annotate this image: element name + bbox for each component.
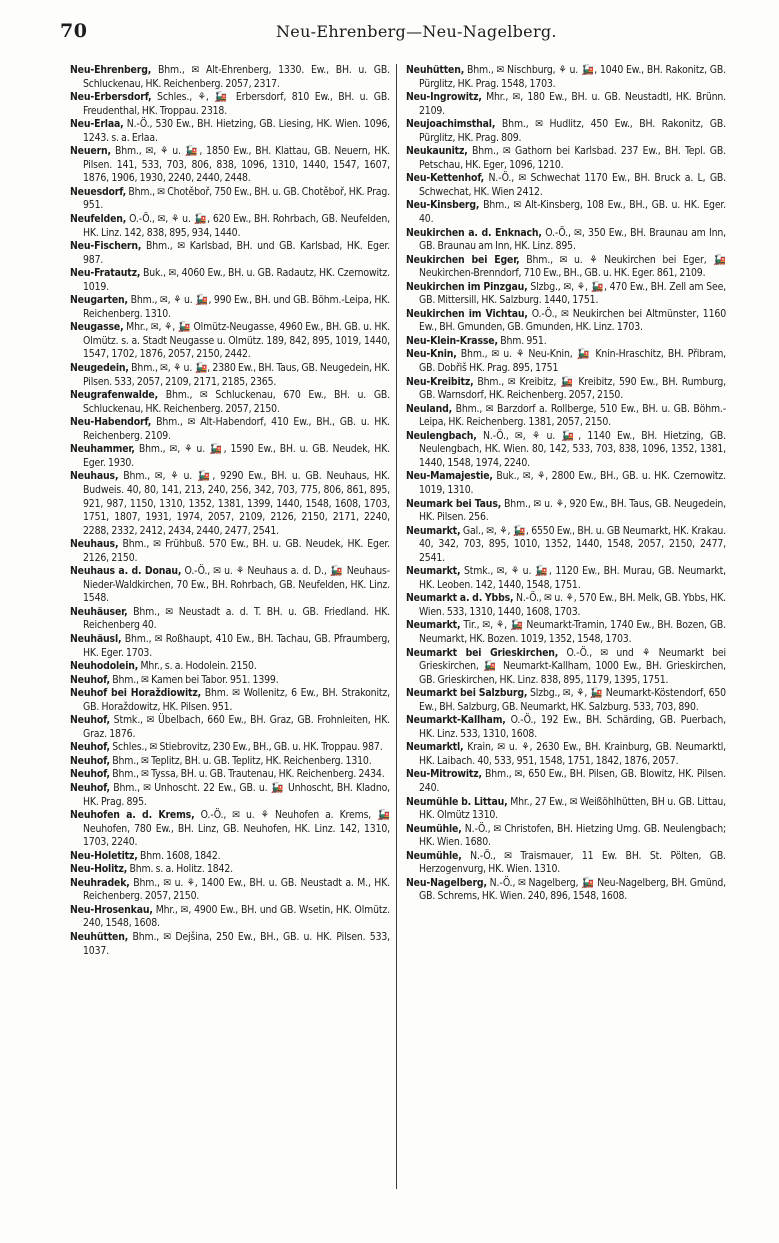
gazetteer-entry [70,294,390,321]
entry-headword: Neuhütten, [406,64,465,76]
entry-headword: Neuesdorf, [70,185,127,198]
entry-headword: Neumühle, [406,822,462,835]
gazetteer-entry [406,823,726,850]
gazetteer-entry [70,240,390,267]
entry-headword: Neuhodolein, [70,660,139,673]
entry-text: Bhm., ✉ Kreibitz, 🚂 Kreibitz, 590 Ew., BH. Rumburg, GB. Warnsdorf, HK. Reichenberg. 2057, 2150. [419,375,726,402]
entry-text: N.-Ö., ✉ u. ⚘, 570 Ew., BH. Melk, GB. Ybbs, HK. Wien. 533, 1310, 1440, 1608, 1703. [419,592,726,618]
gazetteer-entry [70,850,390,864]
gazetteer-entry [406,498,726,525]
gazetteer-entry [406,741,726,768]
entry-headword: Neugedein, [70,362,129,375]
entry-text: Mhr., ✉, 4900 Ew., BH. und GB. Wsetin, HK. Olmütz. 240, 1548, 1608. [83,903,390,930]
entry-text: Bhm., ✉ Chotěboř, 750 Ew., BH. u. GB. Chotěboř, HK. Prag. 951. [83,185,390,212]
entry-text: Bhm., ✉, ⚘ u. 🚂, 2380 Ew., BH. Taus, GB. Neugedein, HK. Pilsen. 533, 2057, 2109, 2171, 2185, 2365. [83,362,390,388]
entry-text: Bhm. ✉ Wollenitz, 6 Ew., BH. Strakonitz, GB. Horaždowitz, HK. Pilsen. 951. [83,687,390,713]
left-column [70,64,390,958]
entry-headword: Neugrafenwalde, [70,389,158,402]
gazetteer-entry [70,416,390,443]
entry-text: Tir., ✉, ⚘, 🚂 Neumarkt-Tramin, 1740 Ew., BH. Bozen, GB. Neumarkt, HK. Bozen. 1019, 1352, 1548, 1703. [419,619,726,645]
entry-headword: Neuhäusl, [70,632,122,645]
entry-text: N.-Ö., ✉ Schwechat 1170 Ew., BH. Bruck a. L, GB. Schwechat, HK. Wien 2412. [419,172,726,198]
gazetteer-entry [70,538,390,565]
entry-headword: Neumühle b. Littau, [406,795,508,808]
gazetteer-entry [70,863,390,877]
entry-headword: Neu-Ingrowitz, [406,91,482,104]
entry-text: Slzbg., ✉, ⚘, 🚂, 470 Ew., BH. Zell am See, GB. Mittersill, HK. Salzburg. 1440, 1751. [419,280,726,307]
entry-text: Bhm., ✉ Alt-Ehrenberg, 1330. Ew., BH. u. GB. Schluckenau, HK. Reichenberg. 2057, 2317. [83,64,390,90]
entry-text: O.-Ö., ✉ Neukirchen bei Altmünster, 1160 Ew., BH. Gmunden, GB. Gmunden, HK. Linz. 1703. [419,307,726,334]
running-head: Neu-Ehrenberg—Neu-Nagelberg. [276,22,557,41]
entry-text: Bhm., ✉ Alt-Habendorf, 410 Ew., BH., GB. u. HK. Reichenberg. 2109. [83,416,390,442]
entry-headword: Neumarkt bei Salzburg, [406,687,528,700]
gazetteer-entry [406,118,726,145]
entry-headword: Neujoachimsthal, [406,118,496,131]
gazetteer-entry [70,321,390,362]
entry-headword: Neuhof bei Horaždiowitz, [70,687,202,700]
entry-headword: Neumarkt, [406,565,461,578]
entry-text: Bhm., ✉ Unhoscht. 22 Ew., GB. u. 🚂 Unhoscht, BH. Kladno, HK. Prag. 895. [83,781,390,808]
gazetteer-entry [406,768,726,795]
entry-text: Mhr., 27 Ew., ✉ Weißöhlhütten, BH u. GB. Littau, HK. Olmütz 1310. [419,795,726,822]
entry-headword: Neumarkt a. d. Ybbs, [406,592,514,605]
gazetteer-entry [406,714,726,741]
entry-headword: Neuhammer, [70,443,135,456]
entry-text: O.-Ö., ✉ und ⚘ Neumarkt bei Grieskirchen, 🚂 Neumarkt-Kallham, 1000 Ew., BH. Grieskirchen, GB. Grieskirchen, HK. Linz. 838, 895, 1179, 1395, 1751. [419,646,726,686]
entry-headword: Neu-Kinsberg, [406,199,480,212]
entry-headword: Neu-Ehrenberg, [70,64,152,76]
entry-headword: Neugarten, [70,294,128,307]
entry-headword: Neuhof, [70,673,110,686]
entry-headword: Neu-Fischern, [70,240,142,253]
gazetteer-entry [406,647,726,688]
gazetteer-entry [406,796,726,823]
gazetteer-entry [70,809,390,850]
entry-headword: Neu-Kreibitz, [406,375,474,388]
entry-headword: Neugasse, [70,321,124,334]
entry-headword: Neumarktl, [406,741,464,754]
entry-text: Buk., ✉, 4060 Ew., BH. u. GB. Radautz, HK. Czernowitz. 1019. [83,267,390,293]
gazetteer-entry [406,592,726,619]
entry-headword: Neu-Erlaa, [70,118,124,131]
entry-headword: Neumühle, [406,849,462,862]
entry-text: N.-Ö., ✉ Traismauer, 11 Ew. BH. St. Pölten, GB. Herzogenvurg, HK. Wien. 1310. [419,849,726,876]
gazetteer-entry [70,186,390,213]
entry-headword: Neu-Hrosenkau, [70,903,153,916]
gazetteer-entry [406,335,726,349]
entry-headword: Neuhäuser, [70,605,128,618]
entry-headword: Neufelden, [70,213,127,226]
gazetteer-entry [406,470,726,497]
entry-text: Bhm., ✉ Teplitz, BH. u. GB. Teplitz, HK. Reichenberg. 1310. [112,754,372,767]
entry-headword: Neuhütten, [70,931,129,943]
entry-text: Bhm., ✉ Tyssa, BH. u. GB. Trautenau, HK. Reichenberg. 2434. [112,768,385,781]
entry-text: Bhm., ✉ u. ⚘, 920 Ew., BH. Taus, GB. Neugedein, HK. Pilsen. 256. [419,497,726,524]
gazetteer-entry [70,674,390,688]
entry-headword: Neumark bei Taus, [406,497,502,510]
gazetteer-entry [70,470,390,538]
gazetteer-entry [70,877,390,904]
gazetteer-entry [406,91,726,118]
gazetteer-entry [406,145,726,172]
entry-headword: Neukaunitz, [406,145,468,158]
entry-headword: Neukirchen a. d. Enknach, [406,226,542,239]
entry-headword: Neu-Erbersdorf, [70,91,152,104]
gazetteer-entry [70,904,390,931]
gazetteer-entry [406,619,726,646]
gazetteer-entry [406,172,726,199]
entry-headword: Neumarkt bei Grieskirchen, [406,646,559,659]
entry-text: Bhm. 951. [500,334,547,347]
entry-headword: Neuhof, [70,741,110,754]
entry-text: Bhm. 1608, 1842. [140,849,221,862]
entry-headword: Neuhofen a. d. Krems, [70,809,195,822]
entry-text: O.-Ö., ✉, ⚘ u. 🚂, 620 Ew., BH. Rohrbach, GB. Neufelden, HK. Linz. 142, 838, 895, 934, 1440. [83,213,390,239]
entry-headword: Neu-Nagelberg, [406,876,487,889]
gazetteer-entry [70,714,390,741]
gazetteer-entry [70,782,390,809]
entry-text: Mhr., s. a. Hodolein. 2150. [140,660,257,673]
entry-text: Bhm., ✉ Schluckenau, 670 Ew., BH. u. GB. Schluckenau, HK. Reichenberg. 2057, 2150. [83,389,390,415]
gazetteer-entry [70,267,390,294]
entry-headword: Neuhof, [70,768,110,781]
gazetteer-entry [406,850,726,877]
entry-text: Bhm., ✉, ⚘ u. 🚂, 1850 Ew., BH. Klattau, GB. Neuern, HK. Pilsen. 141, 533, 703, 806, 838, 1096, 1310, 1440, 1547, 1607, 1876, 1906, 1930, 2240, 2440, 2448. [83,145,390,185]
column-divider [396,64,397,1189]
entry-text: Slzbg., ✉, ⚘, 🚂 Neumarkt-Köstendorf, 650 Ew., BH. Salzburg, GB. Neumarkt, HK. Salzburg. 533, 703, 890. [419,687,726,713]
entry-text: Bhm., ✉ Dejšina, 250 Ew., BH., GB. u. HK. Pilsen. 533, 1037. [83,931,390,957]
entry-headword: Neu-Holetitz, [70,849,138,862]
gazetteer-entry [406,308,726,335]
entry-text: Bhm. s. a. Holitz. 1842. [129,863,233,876]
gazetteer-entry [406,254,726,281]
entry-text: Bhm., ✉ u. ⚘, 1400 Ew., BH. u. GB. Neustadt a. M., HK. Reichenberg. 2057, 2150. [83,876,390,903]
entry-headword: Neuland, [406,402,453,415]
gazetteer-entry [406,877,726,904]
entry-headword: Neuhof, [70,714,110,727]
gazetteer-entry [70,118,390,145]
gazetteer-entry [70,768,390,782]
gazetteer-entry [70,443,390,470]
gazetteer-entry [406,227,726,254]
gazetteer-entry [70,389,390,416]
entry-headword: Neumarkt-Kallham, [406,714,506,727]
entry-headword: Neukirchen bei Eger, [406,253,520,266]
gazetteer-entry [70,64,390,91]
gazetteer-entry [406,199,726,226]
entry-text: Stmk., ✉, ⚘ u. 🚂, 1120 Ew., BH. Murau, GB. Neumarkt, HK. Leoben. 142, 1440, 1548, 1751. [419,565,726,591]
entry-headword: Neu-Holitz, [70,863,128,876]
gazetteer-entry [406,376,726,403]
gazetteer-entry [406,281,726,308]
gazetteer-entry [70,755,390,769]
entry-text: Bhm., ✉ Alt-Kinsberg, 108 Ew., BH., GB. u. HK. Eger. 40. [419,199,726,226]
entry-headword: Neukirchen im Pinzgau, [406,280,528,293]
entry-headword: Neuhaus, [70,470,119,483]
entry-headword: Neumarkt, [406,524,461,537]
entry-text: Bhm., ✉ Neustadt a. d. T. BH. u. GB. Friedland. HK. Reichenberg 40. [83,605,390,632]
entry-text: N.-Ö., ✉, ⚘ u. 🚂, 1140 Ew., BH. Hietzing, GB. Neulengbach, HK. Wien. 80, 142, 533, 703, 838, 1096, 1352, 1381, 1440, 1548, 1974, 2240. [419,429,726,469]
entry-text: Bhm., ✉, ⚘ u. 🚂, 9290 Ew., BH. u. GB. Neuhaus, HK. Budweis. 40, 80, 141, 213, 240, 256, 342, 703, 775, 806, 861, 895, 921, 987, 1150, 1310, 1352, 1381, 1399, 1440, 1548, 1608, 1703, 1751, 1807, 1931, 1974, 2057, 2109, 2126, 2150, 2171, 2240, 2288, 2332, 2412, 2434, 2440, 2477, 2541. [83,470,390,537]
entry-headword: Neu-Klein-Krasse, [406,334,498,347]
entry-headword: Neu-Kettenhof, [406,172,485,185]
entry-headword: Neu-Mamajestie, [406,470,493,483]
gazetteer-entry [70,362,390,389]
entry-text: Stmk., ✉ Übelbach, 660 Ew., BH. Graz, GB. Frohnleiten, HK. Graz. 1876. [83,714,390,740]
gazetteer-entry [406,525,726,566]
entry-headword: Neuhof, [70,781,110,794]
gazetteer-entry [406,430,726,471]
entry-headword: Neu-Knin, [406,348,457,361]
entry-headword: Neuhof, [70,754,110,767]
gazetteer-entry [70,633,390,660]
entry-text: N.-Ö., ✉ Christofen, BH. Hietzing Umg. GB. Neulengbach; HK. Wien. 1680. [419,822,726,849]
gazetteer-entry [70,931,390,958]
gazetteer-entry [70,660,390,674]
entry-text: N.-Ö., 530 Ew., BH. Hietzing, GB. Liesing, HK. Wien. 1096, 1243. s. a. Erlaa. [83,118,390,144]
entry-headword: Neu-Habendorf, [70,416,152,429]
entry-text: Bhm., ✉ Hudlitz, 450 Ew., BH. Rakonitz, GB. Pürglitz, HK. Prag. 809. [419,118,726,144]
entry-text: O.-Ö., ✉, 350 Ew., BH. Braunau am Inn, GB. Braunau am Inn, HK. Linz. 895. [419,226,726,253]
entry-text: O.-Ö., 192 Ew., BH. Schärding, GB. Puerbach, HK. Linz. 533, 1310, 1608. [419,714,726,740]
entry-text: Bhm., ✉, ⚘ u. 🚂, 990 Ew., BH. und GB. Böhm.-Leipa, HK. Reichenberg. 1310. [83,294,390,320]
entry-headword: Neuern, [70,145,111,158]
gazetteer-entry [406,687,726,714]
entry-text: Bhm., ✉ Nischburg, ⚘ u. 🚂, 1040 Ew., BH. Rakonitz, GB. Pürglitz, HK. Prag. 1548, 1703. [419,64,726,90]
entry-text: O.-Ö., ✉ u. ⚘ Neuhofen a. Krems, 🚂 Neuhofen, 780 Ew., BH. Linz, GB. Neuhofen, HK. Linz. 142, 1310, 1703, 2240. [83,809,390,849]
page-header [56,18,736,48]
entry-text: Bhm., ✉, 650 Ew., BH. Pilsen, GB. Blowitz, HK. Pilsen. 240. [419,768,726,794]
entry-text: Buk., ✉, ⚘, 2800 Ew., BH., GB. u. HK. Czernowitz. 1019, 1310. [419,470,726,496]
entry-columns [70,64,730,1224]
gazetteer-entry [70,741,390,755]
right-column [406,64,726,904]
gazetteer-entry [70,145,390,186]
entry-text: Bhm., ✉, ⚘ u. 🚂, 1590 Ew., BH. u. GB. Neudek, HK. Eger. 1930. [83,443,390,469]
entry-text: Bhm., ✉ Gathorn bei Karlsbad. 237 Ew., BH. Tepl. GB. Petschau, HK. Eger, 1096, 1210. [419,145,726,171]
entry-headword: Neuhaus, [70,538,119,551]
entry-text: Mhr., ✉, ⚘, 🚂 Olmütz-Neugasse, 4960 Ew., BH. GB. u. HK. Olmütz. s. a. Stadt Neugasse u. Olmütz. 189, 842, 895, 1019, 1440, 1547, 1702, 1876, 2057, 2150, 2442. [83,321,390,361]
entry-text: O.-Ö., ✉ u. ⚘ Neuhaus a. d. D., 🚂 Neuhaus-Nieder-Waldkirchen, 70 Ew., BH. Rohrbach, GB. Neufelden, HK. Linz. 1548. [83,565,390,605]
entry-text: Gal., ✉, ⚘, 🚂, 6550 Ew., BH. u. GB Neumarkt, HK. Krakau. 40, 342, 703, 895, 1010, 1352, 1440, 1548, 2057, 2150, 2477, 2541. [419,524,726,564]
entry-headword: Neu-Fratautz, [70,267,141,280]
entry-text: Schles., ⚘, 🚂 Erbersdorf, 810 Ew., BH. u. GB. Freudenthal, HK. Troppau. 2318. [83,91,390,117]
page-number: 70 [60,20,88,42]
gazetteer-entry [70,565,390,606]
entry-headword: Neumarkt, [406,619,461,632]
entry-text: Mhr., ✉, 180 Ew., BH. u. GB. Neustadtl, HK. Brünn. 2109. [419,91,726,117]
entry-text: Bhm., ✉ u. ⚘ Neu-Knin, 🚂 Knin-Hraschitz, BH. Přibram, GB. Dobřiš HK. Prag. 895, 1751 [419,348,726,375]
entry-headword: Neulengbach, [406,429,477,442]
entry-text: N.-Ö., ✉ Nagelberg, 🚂 Neu-Nagelberg, BH. Gmünd, GB. Schrems, HK. Wien. 240, 896, 1548, 1608. [419,876,726,903]
entry-text: Bhm., ✉ Frühbuß. 570 Ew., BH. u. GB. Neudek, HK. Eger. 2126, 2150. [83,538,390,564]
entry-headword: Neuhradek, [70,876,130,889]
entry-headword: Neu-Mitrowitz, [406,768,482,781]
entry-text: Bhm., ✉ Karlsbad, BH. und GB. Karlsbad, HK. Eger. 987. [83,240,390,266]
entry-text: Krain, ✉ u. ⚘, 2630 Ew., BH. Krainburg, GB. Neumarktl, HK. Laibach. 40, 533, 951, 1548, 1751, 1842, 1876, 2057. [419,741,726,767]
gazetteer-entry [70,687,390,714]
entry-headword: Neukirchen im Vichtau, [406,307,528,320]
gazetteer-entry [70,91,390,118]
entry-headword: Neuhaus a. d. Donau, [70,565,182,578]
entry-text: Bhm., ✉ u. ⚘ Neukirchen bei Eger, 🚂 Neukirchen-Brenndorf, 710 Ew., BH., GB. u. HK. Eger. 861, 2109. [419,253,726,280]
gazetteer-entry [406,403,726,430]
gazetteer-entry [70,213,390,240]
gazetteer-entry [406,565,726,592]
entry-text: Bhm., ✉ Barzdorf a. Rollberge, 510 Ew., BH. u. GB. Böhm.-Leipa, HK. Reichenberg. 1381, 2057, 2150. [419,402,726,429]
gazetteer-entry [70,606,390,633]
entry-text: Bhm., ✉ Roßhaupt, 410 Ew., BH. Tachau, GB. Pfraumberg, HK. Eger. 1703. [83,632,390,659]
entry-text: Schles., ✉ Stiebrovitz, 230 Ew., BH., GB. u. HK. Troppau. 987. [112,741,383,754]
gazetteer-entry [406,348,726,375]
gazetteer-entry [406,64,726,91]
entry-text: Bhm., ✉ Kamen bei Tabor. 951. 1399. [112,673,279,686]
